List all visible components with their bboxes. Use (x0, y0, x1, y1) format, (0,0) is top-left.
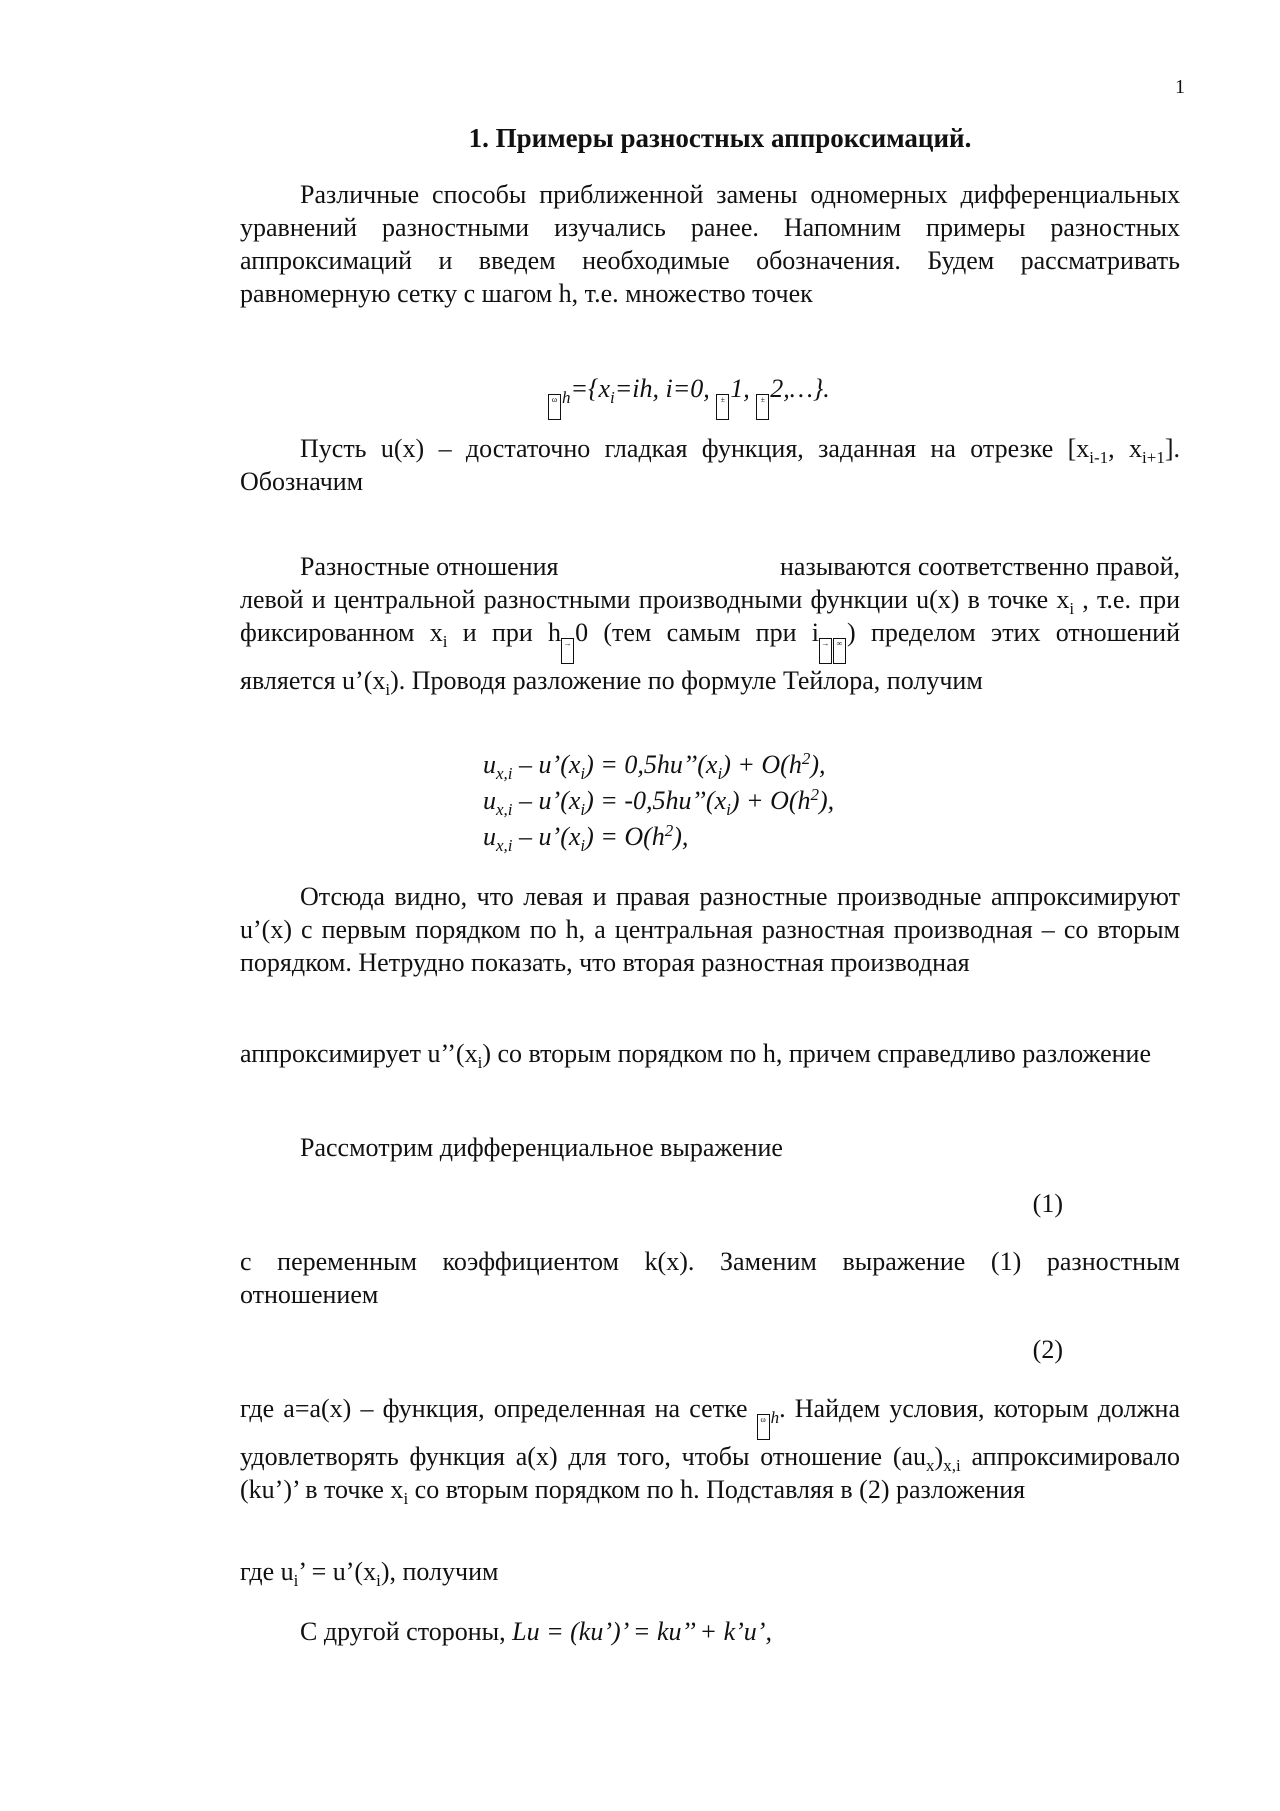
section-heading: 1. Примеры разностных аппроксимаций. (468, 123, 972, 153)
plus-minus-glyph-box: ± (756, 394, 769, 420)
paragraph-approximation-order: Отсюда видно, что левая и правая разностные производные аппроксимируют u’(x) с первым порядком по h, а центральная разностная производная – со вторым порядком. Нетрудно показать, что вторая разностная производная (240, 882, 1180, 977)
paragraph-intro: Различные способы приближенной замены одномерных дифференциальных уравнений разностными изучались ранее. Напомним примеры разностных аппроксимаций и введем необходимые обозначения. Будем рассматривать равномерную сетку с шагом h, т.е. множество точек (240, 180, 1180, 308)
taylor-line-1: $u_{x,i}$ – $u’(x_i)$ = $0,5hu’’(x_i) + O(h^2)$, (483, 749, 826, 783)
arrow-glyph-box: → (819, 638, 832, 664)
paragraph-second-derivative: аппроксимирует $u’’(x_i)$ со вторым порядком по h, причем справедливо разложение (240, 1039, 1151, 1072)
paragraph-differential-expression: Рассмотрим дифференциальное выражение (300, 1133, 783, 1162)
paragraph-expansion-result: где $u_i$’ = $u’(x_i)$, получим (240, 1557, 499, 1590)
omega-glyph-box: ω (757, 1414, 770, 1440)
omega-glyph-box: ω (548, 394, 561, 420)
paragraph-conditions: где a=a(x) – функция, определенная на сетке ω $_h$. Найдем условия, которым должна удовлетворять функция a(x) для того, чтобы отношение $(au_x)_{x,i}$ аппроксимировало (ku’)’ в точке $x_i$ со вторым порядком по h. Подставляя в (2) разложения (240, 1394, 1180, 1508)
taylor-line-2: $u_{x,i}$ – $u’(x_i)$ = $-0,5hu’’(x_i) + O(h^2)$, (483, 785, 835, 819)
paragraph-variable-coefficient: с переменным коэффициентом k(x). Заменим выражение (1) разностным отношением (240, 1247, 1180, 1309)
equation-number-2: (2) (1032, 1335, 1063, 1364)
infinity-glyph-box: ∞ (833, 638, 846, 664)
equation-number-1: (1) (1032, 1189, 1063, 1218)
page-number: 1 (1175, 76, 1185, 98)
paragraph-function: Пусть u(x) – достаточно гладкая функция, заданная на отрезке [$x_{i-1}$, $x_{i+1}$]. Обозначим (240, 434, 1180, 496)
arrow-glyph-box: → (561, 638, 574, 664)
taylor-line-3: $u_{x,i}$ – $u’(x_i) = O(h^2)$, (483, 821, 689, 855)
plus-minus-glyph-box: ± (716, 394, 729, 420)
paragraph-other-side: С другой стороны, Lu = (ku’)’ = ku’’ + k’u’, (300, 1617, 772, 1646)
paragraph-difference-derivatives: Разностные отношения называются соответственно правой, левой и центральной разностными производными функции u(x) в точке $x_i$ , т.е. при фиксированном $x_i$ и при h → 0 (тем самым при i → ∞ ) пределом этих отношений является $u’(x_i)$. Проводя разложение по формуле Тейлора, получим (240, 552, 1180, 699)
grid-definition-equation: ω $_h=\{x_i=ih$, i=0, ± 1, ± 2,…}. (548, 374, 830, 420)
